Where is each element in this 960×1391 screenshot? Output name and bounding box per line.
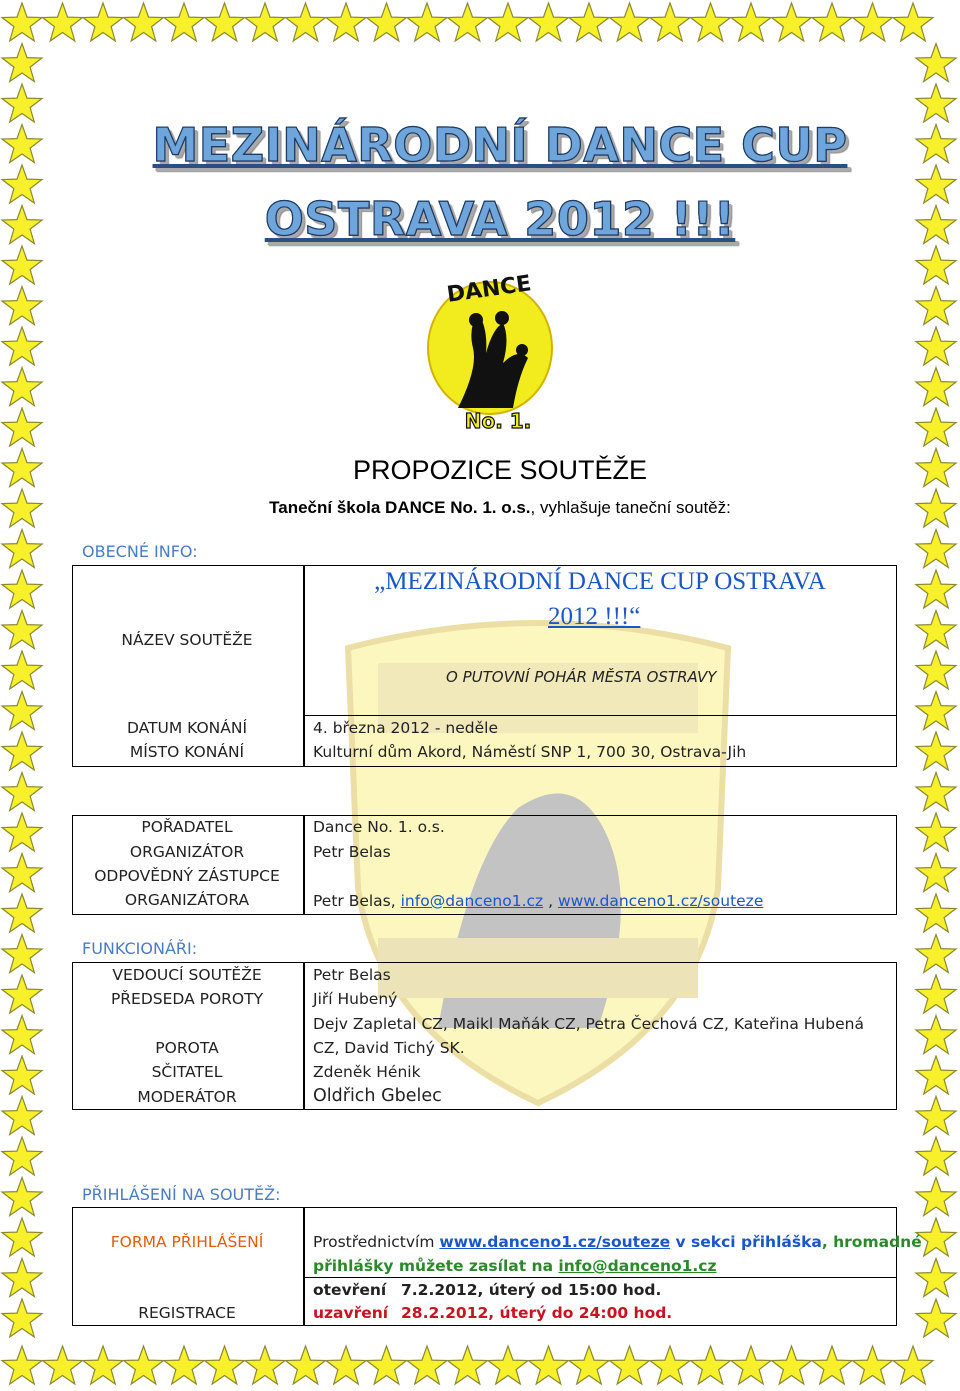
close-row	[313, 1304, 672, 1322]
open-value: 7.2.2012, úterý od 15:00 hod.	[401, 1281, 662, 1299]
jury-value-1: Dejv Zapletal CZ, Maikl Maňák CZ, Petra Čechová CZ, Kateřina Hubená	[313, 1015, 864, 1033]
open-row	[313, 1281, 661, 1299]
date-value: 4. března 2012 - neděle	[313, 719, 498, 737]
logo-bottom-text: No. 1.	[464, 409, 532, 433]
sub-heading	[0, 498, 960, 518]
date-label: DATUM KONÁNÍ	[126, 719, 248, 737]
chair-label: PŘEDSEDA POROTY	[110, 990, 264, 1008]
jury-label: POROTA	[155, 1039, 219, 1057]
form-label: FORMA PŘIHLÁŠENÍ	[110, 1233, 264, 1251]
org-value: Petr Belas	[313, 843, 391, 861]
officials-label: FUNKCIONÁŘI:	[82, 939, 198, 958]
sub-heading-rest: , vyhlašuje taneční soutěž:	[530, 498, 731, 517]
rep-name: Petr Belas,	[313, 892, 401, 910]
main-title-line1: MEZINÁRODNÍ DANCE CUP	[152, 118, 848, 172]
open-label: otevření	[313, 1281, 387, 1299]
close-value: 28.2.2012, úterý do 24:00 hod.	[401, 1304, 673, 1322]
rep-value	[313, 892, 763, 910]
chair-value: Jiří Hubený	[313, 990, 398, 1008]
org-label: ORGANIZÁTOR	[129, 843, 245, 861]
reg-label: REGISTRACE	[138, 1304, 236, 1322]
form-text-1: Prostřednictvím	[313, 1233, 440, 1251]
organizer-label: POŘADATEL	[141, 818, 233, 836]
rep-web-link[interactable]: www.danceno1.cz/souteze	[557, 892, 764, 910]
form-text-4: přihlášky můžete zasílat na	[313, 1257, 559, 1275]
form-email-link[interactable]: info@danceno1.cz	[558, 1257, 717, 1275]
counter-value: Zdeněk Hénik	[313, 1063, 421, 1081]
main-title-line2: OSTRAVA 2012 !!!	[264, 192, 736, 246]
jury-value-2: CZ, David Tichý SK.	[313, 1039, 465, 1057]
host-value: Oldřich Gbelec	[313, 1086, 442, 1106]
organizer-value: Dance No. 1. o.s.	[313, 818, 445, 836]
form-text-3: , hromadné	[821, 1233, 922, 1251]
leader-value: Petr Belas	[313, 966, 391, 984]
name-value-line1: „MEZINÁRODNÍ DANCE CUP OSTRAVA	[374, 568, 826, 595]
form-link[interactable]: www.danceno1.cz/souteze	[439, 1233, 671, 1251]
rep-email-link[interactable]: info@danceno1.cz	[400, 892, 544, 910]
place-label: MÍSTO KONÁNÍ	[129, 743, 245, 761]
dance-logo	[418, 268, 568, 438]
counter-label: SČITATEL	[151, 1063, 223, 1081]
trophy-text: O PUTOVNÍ POHÁR MĚSTA OSTRAVY	[446, 668, 717, 686]
propozice-heading: PROPOZICE SOUTĚŽE	[352, 455, 648, 485]
registration-label: PŘIHLÁŠENÍ NA SOUTĚŽ:	[82, 1185, 281, 1204]
rep-sep: ,	[543, 892, 558, 910]
place-value: Kulturní dům Akord, Náměstí SNP 1, 700 30, Ostrava-Jih	[313, 743, 747, 761]
form-value-line2	[313, 1257, 717, 1275]
close-label: uzavření	[313, 1304, 389, 1322]
rep-label-2: ORGANIZÁTORA	[124, 891, 250, 909]
rep-label-1: ODPOVĚDNÝ ZÁSTUPCE	[94, 867, 280, 885]
sub-heading-bold: Taneční škola DANCE No. 1. o.s.	[269, 498, 531, 517]
form-value-line1	[313, 1233, 922, 1251]
name-label: NÁZEV SOUTĚŽE	[121, 631, 253, 649]
name-value-line2: 2012 !!!“	[548, 603, 641, 630]
host-label: MODERÁTOR	[137, 1088, 237, 1106]
leader-label: VEDOUCÍ SOUTĚŽE	[112, 966, 262, 984]
form-text-2: v sekci přihláška	[670, 1233, 822, 1251]
logo-top-text: DANCE	[445, 271, 533, 308]
general-info-label: OBECNÉ INFO:	[82, 542, 198, 561]
